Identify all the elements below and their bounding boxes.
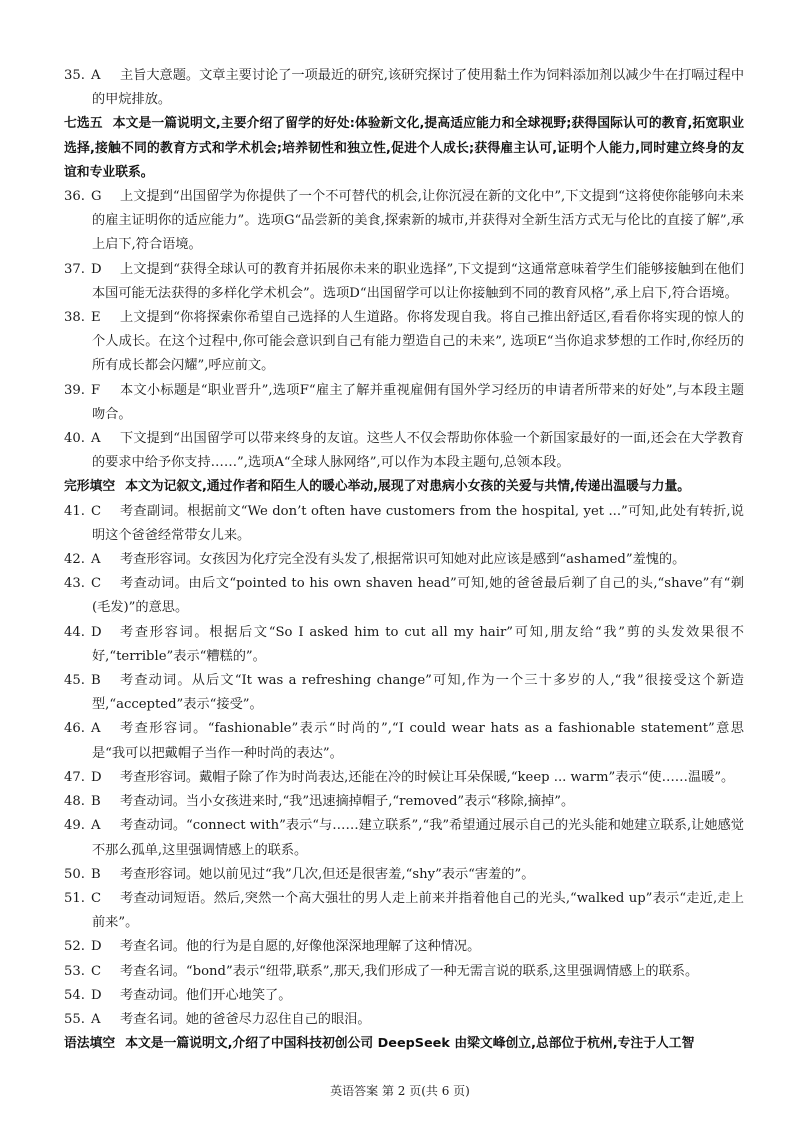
explanation-text: 上文提到“你将探索你希望自己选择的人生道路。你将发现自我。将自己推出舒适区,看看你将实现的惊人的个人成长。在这个过程中,你可能会意识到自己有能力塑造自己的未来”, 选项E“当你追求梦想的工作时,你经历的所有成长都会闪耀”,呼应前文。 [92,310,744,374]
question-number-and-answer [64,548,101,572]
answer-item [64,427,744,475]
answer-letter: A [90,431,101,447]
question-number-and-answer [64,572,101,596]
answer-letter: C [90,503,102,519]
question-number: 46. [64,721,85,737]
answer-item [64,572,744,620]
answer-letter: G [90,189,102,205]
answer-item [64,379,744,427]
explanation-text: 考查名词。她的爸爸尽力忍住自己的眼泪。 [120,1011,371,1027]
question-number: 40. [64,431,85,447]
reading-answers [64,64,744,112]
answer-letter: D [90,769,102,785]
seven-choose-five-answers [64,185,744,475]
question-number-and-answer [64,621,102,645]
answer-letter: B [90,673,101,689]
answer-letter: D [90,261,102,277]
question-number-and-answer [64,814,101,838]
question-number: 35. [64,68,85,83]
answer-item [64,1008,744,1032]
answer-item [64,64,744,112]
explanation-text: 考查动词短语。然后,突然一个高大强壮的男人走上前来并指着他自己的光头,“walked up”表示“走近,走上前来”。 [92,890,744,931]
answer-item [64,790,744,814]
question-number: 54. [64,987,85,1003]
question-number-and-answer [64,717,101,741]
question-number-and-answer [64,984,102,1008]
question-number: 51. [64,890,85,906]
explanation-text: 上文提到“出国留学为你提供了一个不可替代的机会,让你沉浸在新的文化中”,下文提到“这将使你能够向未来的雇主证明你的适应能力”。选项G“品尝新的美食,探索新的城市,并获得对全新生活方式无与伦比的直接了解”,承上启下,符合语境。 [92,189,744,253]
answer-letter: C [90,890,102,906]
question-number: 44. [64,624,85,640]
question-number: 50. [64,866,85,882]
answer-item [64,887,744,935]
question-number: 41. [64,503,85,519]
question-number-and-answer [64,258,102,282]
question-number-and-answer [64,1008,101,1032]
page-footer: 英语答案 第 2 页(共 6 页) [330,1084,470,1098]
explanation-text: 考查形容词。根据后文“So I asked him to cut all my hair”可知,朋友给“我”剪的头发效果很不好,“terrible”表示“糟糕的”。 [92,624,744,664]
answer-content [64,64,744,1056]
question-number-and-answer [64,960,101,984]
answer-item [64,863,744,887]
explanation-text: 考查动词。“connect with”表示“与……建立联系”,“我”希望通过展示自己的光头能和她建立联系,让她感觉不那么孤单,这里强调情感上的联系。 [92,818,744,858]
section-seven-choose-five [64,112,744,185]
section-title: 语法填空 [64,1036,116,1052]
explanation-text: 主旨大意题。文章主要讨论了一项最近的研究,该研究探讨了使用黏土作为饲料添加剂以减少牛在打嗝过程中的甲烷排放。 [92,68,745,108]
explanation-text: 本文小标题是“职业晋升”,选项F“雇主了解并重视雇佣有国外学习经历的申请者所带来的好处”,与本段主题吻合。 [92,382,744,422]
answer-item [64,669,744,717]
answer-letter: D [90,939,102,955]
question-number: 49. [64,818,85,834]
explanation-text: 下文提到“出国留学可以带来终身的友谊。这些人不仅会帮助你体验一个新国家最好的一面,还会在大学教育的要求中给予你支持……”,选项A“全球人脉网络”,可以作为本段主题句,总领本段。 [92,431,744,471]
section-grammar-fill [64,1032,744,1056]
answer-letter: C [90,963,102,979]
answer-letter: E [90,310,101,326]
question-number-and-answer [64,935,102,959]
question-number: 47. [64,769,85,785]
question-number-and-answer [64,669,101,693]
question-number-and-answer [64,427,101,451]
question-number: 37. [64,261,85,277]
answer-item [64,984,744,1008]
explanation-text: 考查名词。“bond”表示“纽带,联系”,那天,我们形成了一种无需言说的联系,这里强调情感上的联系。 [120,963,699,979]
answer-item [64,258,744,306]
question-number: 48. [64,794,85,810]
explanation-text: 考查名词。他的行为是自愿的,好像他深深地理解了这种情况。 [120,939,481,955]
explanation-text: 考查动词。从后文“It was a refreshing change”可知,作为一个三十多岁的人,“我”很接受这个新造型,“accepted”表示“接受”。 [92,673,744,713]
question-number: 43. [64,576,85,592]
question-number: 38. [64,310,85,326]
question-number: 45. [64,673,85,689]
answer-letter: A [90,1011,101,1027]
answer-item [64,306,744,379]
section-title: 七选五 [64,116,103,132]
explanation-text: 考查形容词。女孩因为化疗完全没有头发了,根据常识可知她对此应该是感到“ashamed”羞愧的。 [120,552,686,568]
answer-item [64,717,744,765]
question-number-and-answer [64,766,102,790]
answer-item [64,185,744,258]
answer-item [64,935,744,959]
question-number: 52. [64,939,85,955]
question-number-and-answer [64,500,101,524]
question-number: 36. [64,189,85,205]
explanation-text: 考查形容词。她以前见过“我”几次,但还是很害羞,“shy”表示“害羞的”。 [120,866,535,882]
question-number: 42. [64,552,85,568]
explanation-text: 考查动词。他们开心地笑了。 [120,987,292,1003]
question-number: 53. [64,963,85,979]
answer-letter: D [90,987,102,1003]
question-number-and-answer [64,306,101,330]
question-number: 39. [64,382,85,398]
answer-letter: A [90,721,101,737]
section-summary: 本文是一篇说明文,主要介绍了留学的好处:体验新文化,提高适应能力和全球视野;获得国际认可的教育,拓宽职业选择,接触不同的教育方式和学术机会;培养韧性和独立性,促进个人成长;获得雇主认可,证明个人能力,同时建立终身的友谊和专业联系。 [64,116,744,180]
answer-letter: C [90,576,102,592]
section-title: 完形填空 [64,479,116,495]
explanation-text: 考查动词。当小女孩进来时,“我”迅速摘掉帽子,“removed”表示“移除,摘掉”。 [120,794,575,810]
explanation-text: 上文提到“获得全球认可的教育并拓展你未来的职业选择”,下文提到“这通常意味着学生们能够接触到在他们本国可能无法获得的多样化学术机会”。选项D“出国留学可以让你接触到不同的教育风格”,承上启下,符合语境。 [92,261,744,301]
answer-item [64,960,744,984]
question-number-and-answer [64,790,101,814]
answer-item [64,500,744,548]
answer-item [64,814,744,862]
answer-item [64,621,744,669]
section-cloze [64,475,744,499]
answer-letter: A [90,68,101,83]
question-number-and-answer [64,863,101,887]
question-number-and-answer [64,64,101,88]
answer-letter: A [90,552,101,568]
question-number-and-answer [64,379,100,403]
section-summary: 本文为记叙文,通过作者和陌生人的暖心举动,展现了对患病小女孩的关爱与共情,传递出温暖与力量。 [125,479,691,495]
answer-letter: B [90,866,101,882]
answer-item [64,548,744,572]
answer-letter: F [90,382,101,398]
explanation-text: 考查形容词。戴帽子除了作为时尚表达,还能在冷的时候让耳朵保暖,“keep ... warm”表示“使……温暖”。 [120,769,735,785]
explanation-text: 考查形容词。“fashionable”表示“时尚的”,“I could wear hats as a fashionable statement”意思是“我可以把戴帽子当作一种时尚的表达”。 [92,721,744,761]
answer-letter: B [90,794,101,810]
cloze-answers [64,500,744,1032]
question-number-and-answer [64,185,102,209]
explanation-text: 考查副词。根据前文“We don’t often have customers from the hospital, yet ...”可知,此处有转折,说明这个爸爸经常带女儿来。 [92,503,744,543]
section-summary: 本文是一篇说明文,介绍了中国科技初创公司 DeepSeek 由梁文峰创立,总部位于杭州,专注于人工智 [125,1036,695,1052]
answer-letter: D [90,624,102,640]
question-number-and-answer [64,887,101,911]
explanation-text: 考查动词。由后文“pointed to his own shaven head”可知,她的爸爸最后剃了自己的头,“shave”有“剃(毛发)”的意思。 [92,576,744,616]
answer-item [64,766,744,790]
question-number: 55. [64,1011,85,1027]
answer-letter: A [90,818,101,834]
